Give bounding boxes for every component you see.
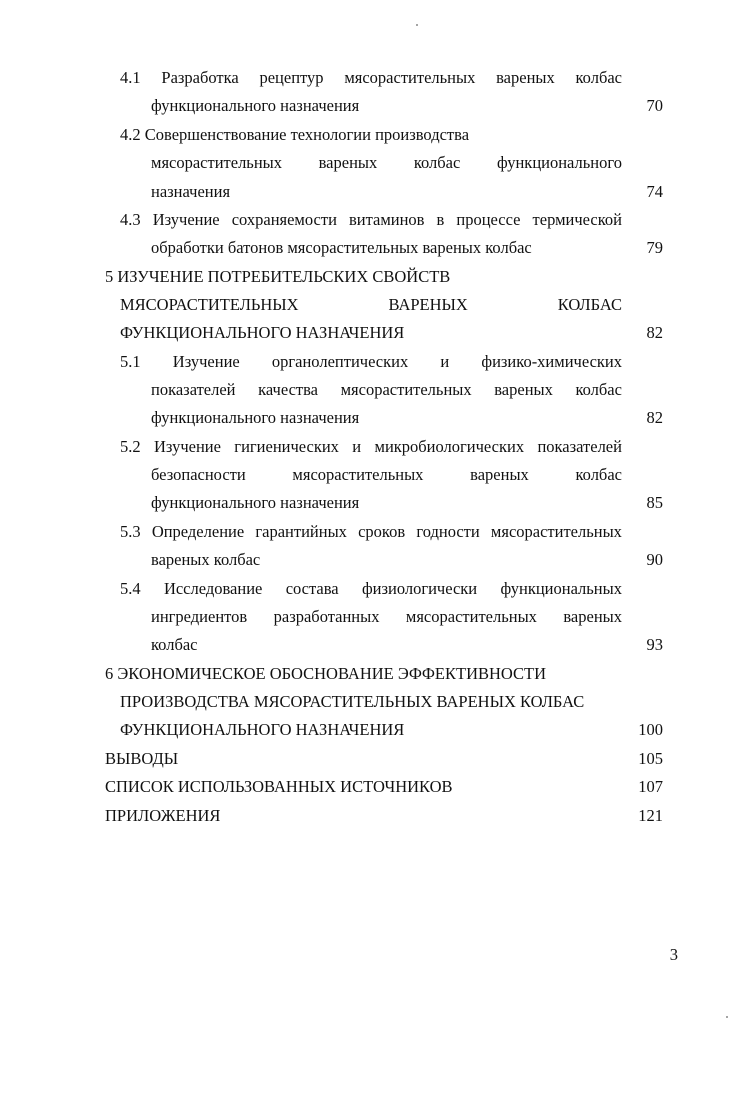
page-number: 3 [669, 945, 678, 964]
toc-word: Изучение [152, 210, 220, 229]
toc-word: мясорастительных [344, 68, 476, 87]
toc-4-3-line1[interactable] [120, 210, 622, 230]
toc-5-1-line1[interactable] [120, 352, 622, 372]
toc-word: колбас [413, 153, 461, 172]
toc-word: сроков [358, 522, 406, 541]
toc-word: и [352, 437, 362, 456]
toc-5-4-line3: колбас [151, 635, 198, 654]
toc-word: Исследование [163, 579, 263, 598]
toc-4-3-line2: обработки батонов мясорастительных вареных колбас [151, 238, 532, 257]
toc-4-1-line1[interactable] [120, 68, 622, 88]
toc-ch5-line1[interactable]: 5 ИЗУЧЕНИЕ ПОТРЕБИТЕЛЬСКИХ СВОЙСТВ [105, 267, 451, 286]
toc-references-page[interactable]: 107 [638, 777, 663, 796]
toc-word: показателей [537, 437, 622, 456]
toc-word: термической [532, 210, 622, 229]
toc-word: годности [416, 522, 480, 541]
toc-word: ВАРЕНЫХ [388, 295, 468, 314]
toc-word: колбас [575, 68, 622, 87]
toc-ch6-line2: ПРОИЗВОДСТВА МЯСОРАСТИТЕЛЬНЫХ ВАРЕНЫХ КОЛБАС [120, 692, 585, 711]
toc-word: разработанных [273, 607, 380, 626]
toc-word: вареных [563, 607, 622, 626]
toc-ch6-page[interactable]: 100 [638, 720, 663, 739]
toc-word: 4.3 [120, 210, 141, 229]
toc-5-3-line2: вареных колбас [151, 550, 261, 569]
toc-ch6-line3: ФУНКЦИОНАЛЬНОГО НАЗНАЧЕНИЯ [120, 720, 405, 739]
toc-conclusions-page[interactable]: 105 [638, 749, 663, 768]
toc-word: 5.1 [120, 352, 141, 371]
toc-word: гигиенических [234, 437, 339, 456]
toc-5-1-line2 [151, 380, 622, 400]
toc-4-2-line1[interactable]: 4.2 Совершенствование технологии производства [120, 125, 470, 144]
toc-word: в [436, 210, 445, 229]
toc-word: МЯСОРАСТИТЕЛЬНЫХ [120, 295, 299, 314]
toc-word: мясорастительных [405, 607, 537, 626]
toc-conclusions[interactable]: ВЫВОДЫ [105, 749, 179, 768]
toc-5-4-page[interactable]: 93 [646, 635, 663, 654]
toc-word: мясорастительных [292, 465, 424, 484]
toc-word: мясорастительных [490, 522, 622, 541]
toc-5-2-line1[interactable] [120, 437, 622, 457]
toc-word: микробиологических [374, 437, 525, 456]
toc-word: 5.4 [120, 579, 141, 598]
toc-5-2-line2 [151, 465, 622, 485]
toc-word: ингредиентов [151, 607, 248, 626]
toc-5-3-page[interactable]: 90 [646, 550, 663, 569]
toc-word: вареных [494, 380, 553, 399]
toc-ch5-page[interactable]: 82 [646, 323, 663, 342]
scan-speck-bottom [726, 1016, 728, 1018]
toc-appendices[interactable]: ПРИЛОЖЕНИЯ [105, 806, 221, 825]
toc-word: показателей [151, 380, 236, 399]
toc-word: Определение [151, 522, 245, 541]
toc-word: безопасности [151, 465, 246, 484]
toc-word: и [440, 352, 450, 371]
toc-4-3-page[interactable]: 79 [646, 238, 663, 257]
toc-4-2-line2 [151, 153, 622, 173]
toc-word: сохраняемости [231, 210, 337, 229]
toc-word: мясорастительных [151, 153, 283, 172]
scan-speck-top [416, 24, 418, 26]
toc-word: физиологически [361, 579, 478, 598]
toc-word: 4.1 [120, 68, 141, 87]
toc-word: рецептур [259, 68, 324, 87]
toc-word: качества [258, 380, 319, 399]
toc-word: функциональных [500, 579, 622, 598]
toc-word: 5.2 [120, 437, 141, 456]
toc-5-1-page[interactable]: 82 [646, 408, 663, 427]
toc-word: вареных [318, 153, 378, 172]
toc-word: процессе [456, 210, 521, 229]
toc-4-2-page[interactable]: 74 [646, 182, 663, 201]
toc-word: функционального [496, 153, 622, 172]
toc-5-4-line1[interactable] [120, 579, 622, 599]
toc-word: Изучение [172, 352, 240, 371]
toc-word: физико-химических [481, 352, 622, 371]
toc-appendices-page[interactable]: 121 [638, 806, 663, 825]
toc-5-2-page[interactable]: 85 [646, 493, 663, 512]
toc-word: вареных [496, 68, 555, 87]
toc-5-3-line1[interactable] [120, 522, 622, 542]
toc-word: Изучение [153, 437, 221, 456]
toc-word: колбас [575, 380, 622, 399]
toc-5-2-line3: функционального назначения [151, 493, 360, 512]
toc-ch5-line2 [120, 295, 622, 315]
toc-ch5-line3: ФУНКЦИОНАЛЬНОГО НАЗНАЧЕНИЯ [120, 323, 405, 342]
toc-word: КОЛБАС [557, 295, 622, 314]
toc-4-1-line2: функционального назначения [151, 96, 360, 115]
toc-word: Разработка [161, 68, 239, 87]
toc-ch6-line1[interactable]: 6 ЭКОНОМИЧЕСКОЕ ОБОСНОВАНИЕ ЭФФЕКТИВНОСТИ [105, 664, 547, 683]
toc-word: витаминов [348, 210, 425, 229]
toc-5-1-line3: функционального назначения [151, 408, 360, 427]
toc-word: состава [285, 579, 339, 598]
toc-4-2-line3: назначения [151, 182, 231, 201]
toc-4-1-page[interactable]: 70 [646, 96, 663, 115]
toc-word: 5.3 [120, 522, 141, 541]
toc-word: вареных [470, 465, 529, 484]
toc-word: мясорастительных [340, 380, 472, 399]
toc-5-4-line2 [151, 607, 622, 627]
toc-references[interactable]: СПИСОК ИСПОЛЬЗОВАННЫХ ИСТОЧНИКОВ [105, 777, 453, 796]
toc-word: органолептических [271, 352, 409, 371]
toc-word: колбас [575, 465, 622, 484]
toc-word: гарантийных [255, 522, 347, 541]
